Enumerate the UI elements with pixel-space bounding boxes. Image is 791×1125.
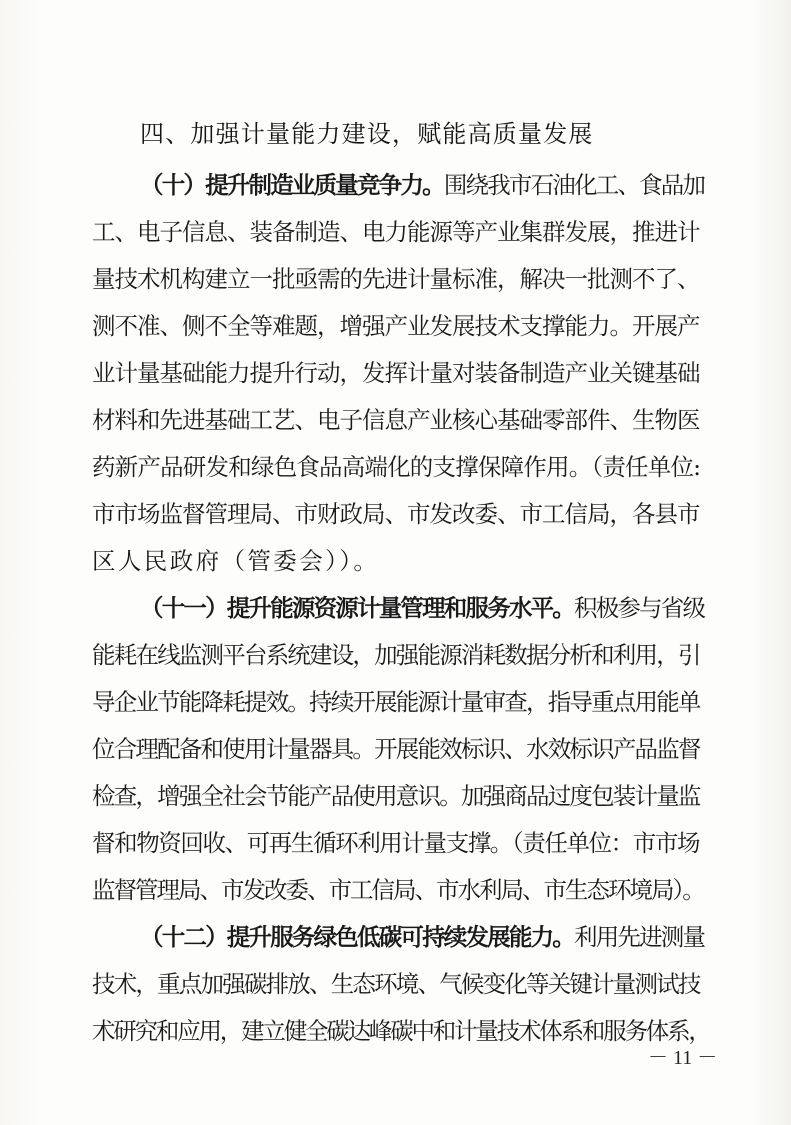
paragraph-10-line-8: 市市场监督管理局、市财政局、市发改委、市工信局，各县市 [92, 500, 700, 528]
paragraph-11-line-2: 能耗在线监测平台系统建设，加强能源消耗数据分析和利用，引 [92, 641, 700, 669]
section-heading: 四、加强计量能力建设，赋能高质量发展 [140, 120, 594, 148]
paragraph-10-heading: （十）提升制造业质量竞争力。 [140, 171, 444, 199]
paragraph-11-text: 积极参与省级 [574, 594, 705, 622]
paragraph-12-heading: （十二）提升服务绿色低碳可持续发展能力。 [140, 923, 574, 951]
paragraph-11-line-7: 监督管理局、市发改委、市工信局、市水利局、市生态环境局）。 [92, 876, 704, 904]
paragraph-10-line-5: 业计量基础能力提升行动，发挥计量对装备制造产业关键基础 [92, 359, 700, 387]
paragraph-11-line-5: 检查，增强全社会节能产品使用意识。加强商品过度包装计量监 [92, 782, 700, 810]
paragraph-10-line-4: 测不准、侧不全等难题，增强产业发展技术支撑能力。开展产 [92, 312, 700, 340]
paragraph-10-line-9: 区人民政府（管委会））。 [92, 547, 380, 575]
paragraph-11-heading: （十一）提升能源资源计量管理和服务水平。 [140, 594, 574, 622]
paragraph-12-line-1 [140, 922, 704, 952]
paragraph-11-line-3: 导企业节能降耗提效。持续开展能源计量审查，指导重点用能单 [92, 688, 700, 716]
paragraph-11-line-4: 位合理配备和使用计量器具。开展能效标识、水效标识产品监督 [92, 735, 700, 763]
paragraph-12-line-3: 术研究和应用，建立健全碳达峰碳中和计量技术体系和服务体系， [92, 1017, 710, 1045]
paragraph-12-line-2: 技术，重点加强碳排放、生态环境、气候变化等关键计量测试技 [92, 970, 700, 998]
page-number: － 11 － [648, 1047, 718, 1069]
paragraph-10-text: 围绕我市石油化工、食品加 [443, 171, 705, 199]
paragraph-10-line-6: 材料和先进基础工艺、电子信息产业核心基础零部件、生物医 [92, 406, 700, 434]
paragraph-10-line-3: 量技术机构建立一批亟需的先进计量标准，解决一批测不了、 [92, 265, 700, 293]
paragraph-12-text: 利用先进测量 [574, 923, 705, 951]
paragraph-10-line-1 [140, 170, 704, 200]
paragraph-11-line-1 [140, 593, 704, 623]
paragraph-11-line-6: 督和物资回收、可再生循环利用计量支撑。（责任单位：市市场 [92, 829, 700, 857]
paragraph-10-line-2: 工、电子信息、装备制造、电力能源等产业集群发展，推进计 [92, 218, 700, 246]
paragraph-10-line-7: 药新产品研发和绿色食品高端化的支撑保障作用。（责任单位: [92, 453, 701, 481]
